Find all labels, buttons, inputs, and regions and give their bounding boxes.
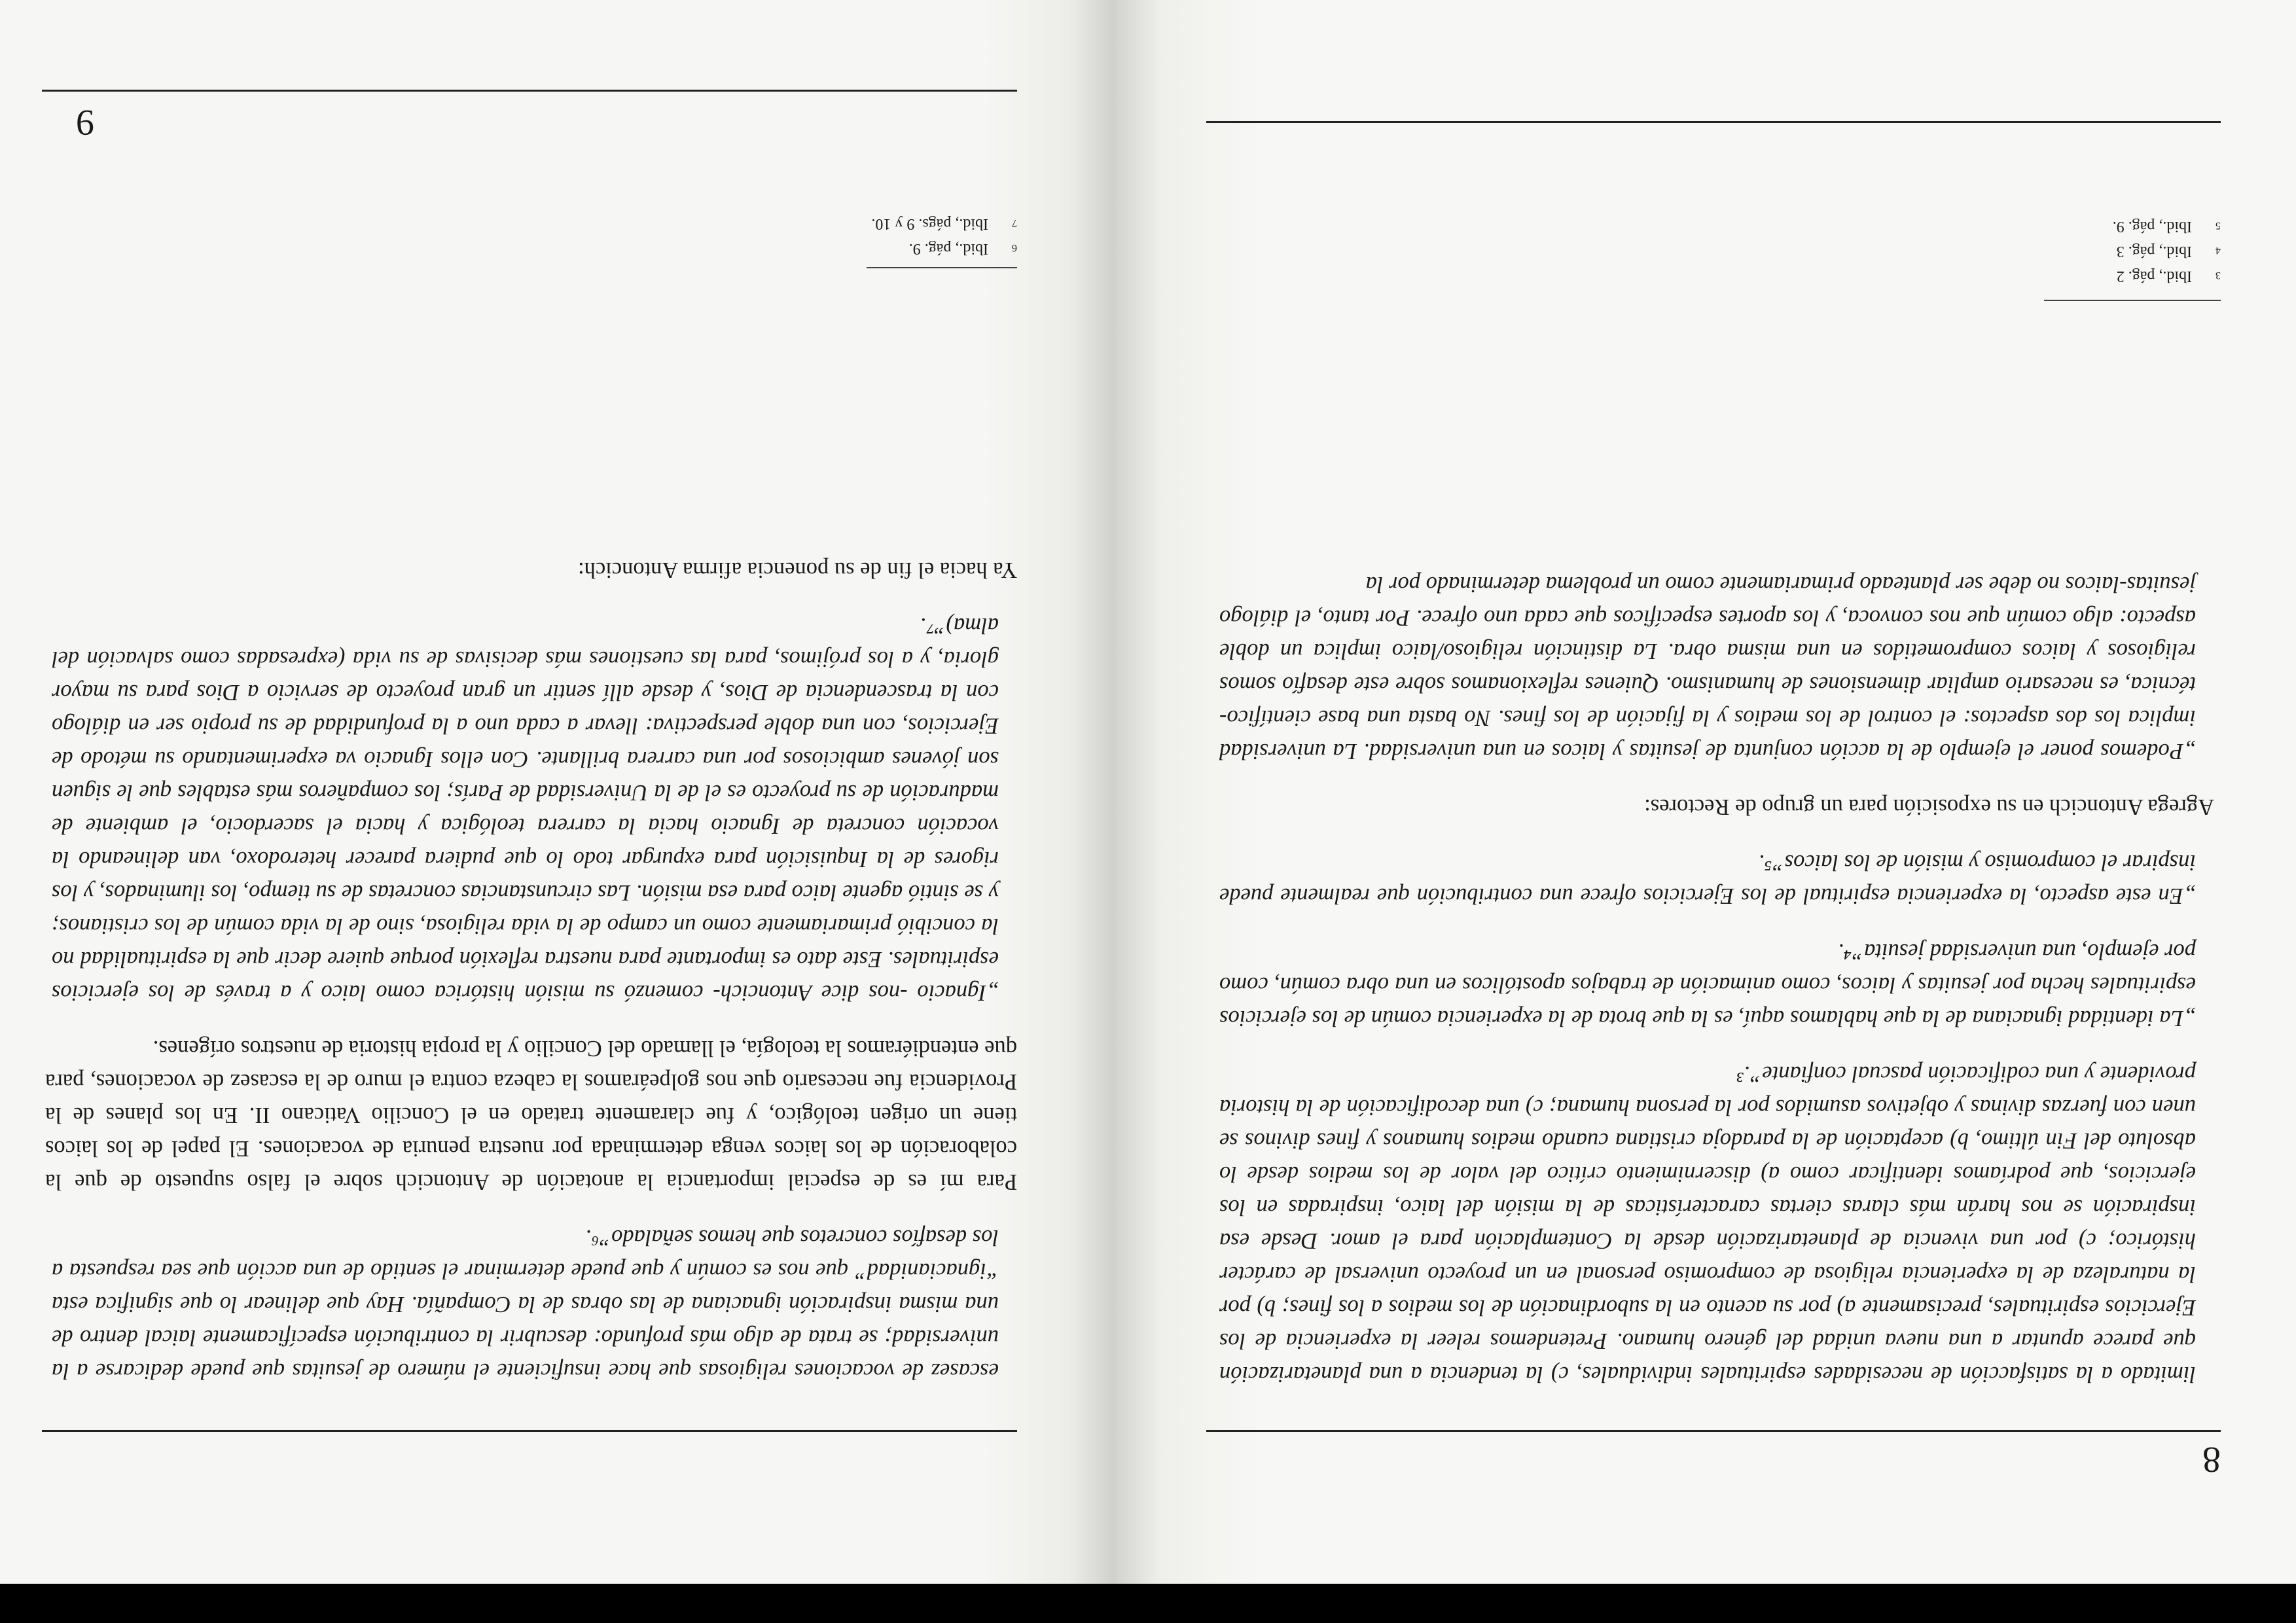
quoted-paragraph: limitado a la satisfacción de necesidades espirituales individuales, c) la tendencia a una planetarización que parece apuntar a una nueva unidad del género humano. Pretendemos releer la experiencia de los Ejercicios espirituales, precisamente a) por su acento en la subordinación de los medios a los fines; b) por la naturaleza de la experiencia religiosa de compromiso personal en un proyecto universal de carácter histórico; c) por una vivencia de planetarización desde la Contemplación para el amor. Desde esa inspiración se nos harán más claras ciertas características de la misión del laico, inspiradas en los ejercicios, que podríamos identificar como a) discernimiento crítico del valor de los medios desde lo absoluto del Fin último, b) aceptación de la paradoja cristiana cuando medios humanos y fines divinos se unen con fuerzas divinas y objetivos asumidos por la persona humana; c) una decodificación de la historia providente y una codificación pascual confiante”.³ <box>1219 1061 2196 1387</box>
page-number: 9 <box>76 102 94 143</box>
footnote <box>493 211 1017 236</box>
quoted-paragraph: escasez de vocaciones religiosas que hace insuficiente el número de jesuitas que puede dedicarse a la universidad; se trata de algo más profundo: descubrir la contribución específicamente laical dentro de una misma inspiración ignaciana de las obras de la Compañía. Hay que delinear lo que significa esta “ignacianidad” que nos es común y que puede determinar el sentido de una acción que sea respuesta a los desafíos concretos que hemos señalado”⁶. <box>52 1225 999 1383</box>
footnote-rule <box>867 267 1017 268</box>
footnote <box>1697 213 2221 238</box>
quoted-paragraph: „La identidad ignaciana de la que hablamos aquí, es la que brota de la experiencia común de los ejercicios espirituales hecha por jesuitas y laicos, como animación de trabajos apostólicos en una obra común, como por ejemplo, una universidad jesuita”⁴. <box>1219 939 2196 1031</box>
footnote <box>1697 263 2221 288</box>
quoted-paragraph: „En este aspecto, la experiencia espiritual de los Ejercicios ofrece una contribución que realmente puede inspirar el compromiso y misión de los laicos”⁵. <box>1219 850 2196 908</box>
quoted-paragraph: „Podemos poner el ejemplo de la acción conjunta de jesuitas y laicos en una universidad. La universidad implica los dos aspectos: el control de los medios y la fijación de los fines. No basta una base científico-técnica, es necesario ampliar dimensiones de humanismo. Quienes reflexionamos sobre este desafío somos religiosos y laicos comprometidos en una misma obra. La distinción religioso/laico implica un doble aspecto: algo común que nos convoca, y los aportes específicos que cada uno ofrece. Por tanto, el diálogo jesuitas-laicos no debe ser planteado primariamente como un problema determinado por la <box>1219 572 2196 764</box>
footnote-text: Ibid., págs. 9 y 10. <box>871 215 988 232</box>
paragraph: Ya hacia el fin de su ponencia afirma Antoncich: <box>578 558 1017 582</box>
footnote <box>493 236 1017 260</box>
footnotes <box>1697 213 2221 288</box>
footnote-number: 4 <box>2215 245 2221 256</box>
footnote <box>1697 238 2221 263</box>
footnotes <box>493 211 1017 260</box>
page-body <box>45 531 1017 1387</box>
footnote-text: Ibid., pág. 9. <box>908 240 988 257</box>
footer-rule <box>1206 121 2221 123</box>
page-body <box>1213 545 2214 1391</box>
header-rule <box>42 90 1017 92</box>
footnote-number: 7 <box>1012 217 1017 228</box>
paragraph: Agrega Antoncich en su exposición para un grupo de Rectores: <box>1644 794 2214 819</box>
footnote-number: 6 <box>1012 242 1017 253</box>
footnote-text: Ibid., pág. 9. <box>2112 218 2192 235</box>
page-number: 8 <box>2202 1439 2221 1480</box>
footnote-text: Ibid., pág. 3 <box>2116 243 2192 260</box>
page-9 <box>0 0 1115 1584</box>
footnote-number: 3 <box>2215 270 2221 281</box>
footnote-number: 5 <box>2215 220 2221 231</box>
footnote-rule <box>2044 300 2221 301</box>
footer-rule <box>42 1430 1017 1432</box>
header-rule <box>1206 1430 2221 1432</box>
footnote-text: Ibid., pág. 2 <box>2116 268 2192 285</box>
paragraph: Para mí es de especial importancia la anotación de Antoncich sobre el falso supuesto de que la colaboración de los laicos venga determinada por nuestra penuria de vocaciones. El papel de los laicos tiene un origen teológico, y fue claramente tratado en el Concilio Vaticano II. En los planes de la Providencia fue necesario que nos golpeáramos la cabeza contra el muro de la escasez de vocaciones, para que entendiéramos la teología, el llamado del Concilio y la propia historia de nuestros orígenes. <box>45 1036 1017 1194</box>
quoted-paragraph: „Ignacio -nos dice Antoncich- comenzó su misión histórica como laico y a través de los ejercicios espirituales. Este dato es importante para nuestra reflexión porque quiere decir que la espiritualidad no la concibió primariamente como un campo de la vida religiosa, sino de la vida común de los cristianos; y se sintió agente laico para esa misión. Las circunstancias concretas de su tiempo, los iluminados, y los rigores de la Inquisición para expurgar todo lo que pudiera parecer heterodoxo, van delineando la vocación concreta de Ignacio hacia la carrera teológica y hacia el sacerdocio, el ambiente de maduración de su proyecto es el de la Universidad de París; los compañeros más estables que le siguen son jóvenes ambiciosos por una carrera brillante. Con ellos Ignacio va experimentando su método de Ejercicios, con una doble perspectiva: llevar a cada uno a la profundidad de su propio ser en diálogo con la trascendencia de Dios, y desde allí sentir un gran proyecto de servicio a Dios para su mayor gloria, y a los prójimos, para las cuestiones más decisivas de su vida (expresadas como salvación del alma)”⁷. <box>52 613 999 1005</box>
page-8 <box>1115 0 2296 1584</box>
